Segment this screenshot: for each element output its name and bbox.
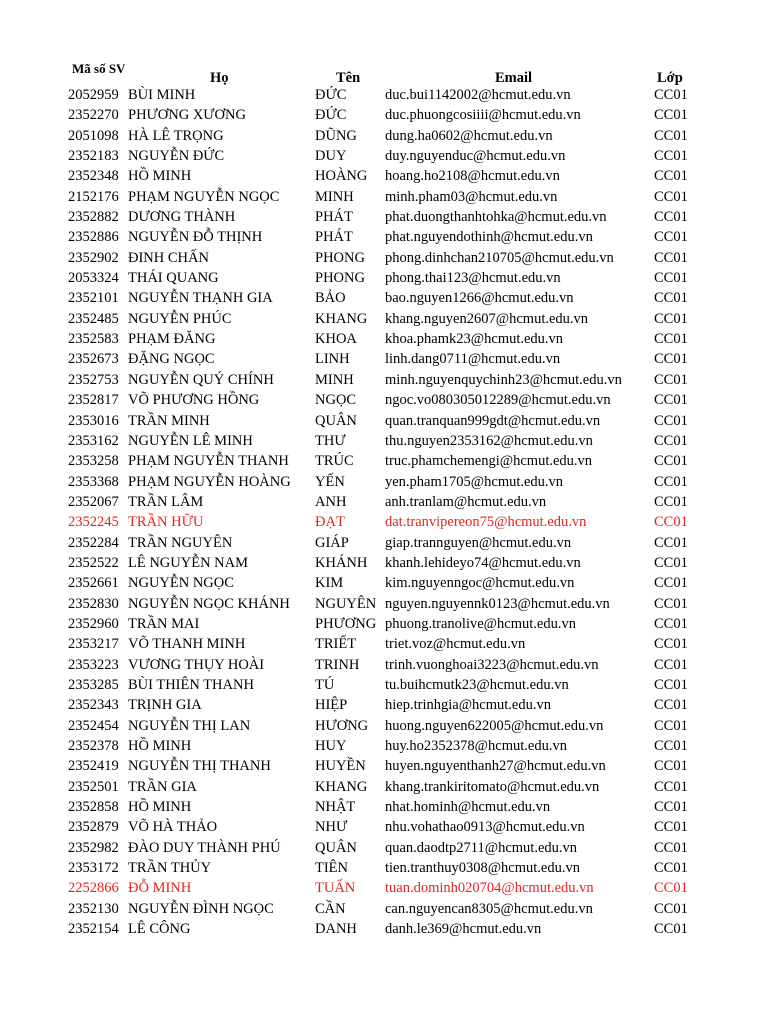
student-id-cell: 2352583 bbox=[68, 331, 119, 348]
email-cell: phat.nguyendothinh@hcmut.edu.vn bbox=[385, 229, 593, 246]
first-name-cell: ANH bbox=[315, 493, 347, 510]
class-cell: CC01 bbox=[654, 87, 688, 103]
last-name-cell: TRẦN MAI bbox=[128, 615, 200, 632]
table-row bbox=[0, 716, 768, 736]
email-cell: khang.trankiritomato@hcmut.edu.vn bbox=[385, 778, 600, 795]
email-cell: truc.phamchemengi@hcmut.edu.vn bbox=[385, 453, 593, 470]
class-cell: CC01 bbox=[654, 229, 688, 246]
class-cell: CC01 bbox=[654, 738, 688, 754]
first-name-cell: NGỌC bbox=[315, 392, 357, 409]
table-row bbox=[0, 594, 768, 614]
student-id-cell: 2352673 bbox=[68, 351, 119, 368]
email-cell: duc.bui1142002@hcmut.edu.vn bbox=[385, 87, 571, 103]
student-id-cell: 2053324 bbox=[68, 270, 119, 287]
email-cell: nguyen.nguyennk0123@hcmut.edu.vn bbox=[385, 595, 610, 612]
header-student-id: Mã số SV bbox=[72, 61, 126, 76]
class-cell: CC01 bbox=[654, 799, 688, 816]
table-row bbox=[0, 533, 768, 553]
first-name-cell: KHÁNH bbox=[315, 554, 368, 571]
class-cell: CC01 bbox=[654, 331, 688, 348]
first-name-cell: ĐỨC bbox=[315, 107, 347, 124]
email-cell: khanh.lehideyo74@hcmut.edu.vn bbox=[385, 554, 581, 571]
student-id-cell: 2352960 bbox=[68, 615, 119, 632]
student-id-cell: 2353368 bbox=[68, 473, 119, 490]
class-cell: CC01 bbox=[654, 188, 688, 205]
last-name-cell: NGUYỄN THỊ THANH bbox=[128, 758, 271, 775]
header-class: Lớp bbox=[657, 70, 683, 86]
first-name-cell: MINH bbox=[315, 371, 354, 388]
student-id-cell: 2352858 bbox=[68, 799, 119, 816]
student-id-cell: 2353223 bbox=[68, 656, 119, 673]
email-cell: duy.nguyenduc@hcmut.edu.vn bbox=[385, 148, 566, 165]
student-id-cell: 2352245 bbox=[68, 514, 119, 531]
first-name-cell: PHONG bbox=[315, 249, 365, 266]
student-id-cell: 2352183 bbox=[68, 148, 119, 165]
student-id-cell: 2352902 bbox=[68, 249, 119, 266]
class-cell: CC01 bbox=[654, 575, 688, 592]
header-last-name: Họ bbox=[210, 70, 229, 86]
first-name-cell: NGUYÊN bbox=[315, 595, 377, 612]
class-cell: CC01 bbox=[654, 249, 688, 266]
table-row bbox=[0, 878, 768, 898]
student-id-cell: 2352348 bbox=[68, 168, 119, 185]
first-name-cell: HOÀNG bbox=[315, 168, 368, 185]
email-cell: anh.tranlam@hcmut.edu.vn bbox=[385, 493, 547, 510]
last-name-cell: TRẦN MINH bbox=[128, 412, 210, 429]
first-name-cell: PHONG bbox=[315, 270, 365, 287]
student-id-cell: 2353172 bbox=[68, 860, 119, 877]
email-cell: tu.buihcmutk23@hcmut.edu.vn bbox=[385, 676, 569, 693]
student-id-cell: 2352882 bbox=[68, 209, 119, 226]
student-id-cell: 2352067 bbox=[68, 493, 119, 510]
email-cell: minh.pham03@hcmut.edu.vn bbox=[385, 188, 558, 205]
first-name-cell: DŨNG bbox=[315, 127, 357, 144]
email-cell: phong.thai123@hcmut.edu.vn bbox=[385, 270, 561, 287]
class-cell: CC01 bbox=[654, 819, 688, 836]
class-cell: CC01 bbox=[654, 676, 688, 693]
class-cell: CC01 bbox=[654, 168, 688, 185]
first-name-cell: ĐỨC bbox=[315, 87, 347, 103]
table-row bbox=[0, 756, 768, 776]
class-cell: CC01 bbox=[654, 514, 688, 531]
first-name-cell: TRÚC bbox=[315, 453, 354, 470]
last-name-cell: PHẠM NGUYỄN THANH bbox=[128, 453, 289, 470]
email-cell: can.nguyencan8305@hcmut.edu.vn bbox=[385, 900, 593, 917]
first-name-cell: TRINH bbox=[315, 656, 360, 673]
email-cell: dung.ha0602@hcmut.edu.vn bbox=[385, 127, 553, 144]
first-name-cell: LINH bbox=[315, 351, 350, 368]
email-cell: trinh.vuonghoai3223@hcmut.edu.vn bbox=[385, 656, 599, 673]
email-cell: phat.duongthanhtohka@hcmut.edu.vn bbox=[385, 209, 607, 226]
email-cell: tien.tranthuy0308@hcmut.edu.vn bbox=[385, 860, 580, 877]
student-id-cell: 2353016 bbox=[68, 412, 119, 429]
student-id-cell: 2352501 bbox=[68, 778, 119, 795]
last-name-cell: TRẦN HỮU bbox=[128, 514, 204, 531]
table-row bbox=[0, 288, 768, 308]
last-name-cell: PHẠM ĐĂNG bbox=[128, 331, 216, 348]
student-id-cell: 2352343 bbox=[68, 697, 119, 714]
class-cell: CC01 bbox=[654, 351, 688, 368]
email-cell: giap.trannguyen@hcmut.edu.vn bbox=[385, 534, 572, 551]
last-name-cell: NGUYỄN NGỌC bbox=[128, 575, 234, 592]
first-name-cell: PHÁT bbox=[315, 209, 353, 226]
last-name-cell: BÙI MINH bbox=[128, 87, 196, 103]
student-id-cell: 2352886 bbox=[68, 229, 119, 246]
student-id-cell: 2352830 bbox=[68, 595, 119, 612]
class-cell: CC01 bbox=[654, 290, 688, 307]
first-name-cell: NHẬT bbox=[315, 799, 356, 816]
last-name-cell: TRẦN GIA bbox=[128, 778, 197, 795]
email-cell: khoa.phamk23@hcmut.edu.vn bbox=[385, 331, 564, 348]
first-name-cell: MINH bbox=[315, 188, 354, 205]
header-email: Email bbox=[495, 70, 533, 86]
first-name-cell: QUÂN bbox=[315, 839, 357, 856]
table-row bbox=[0, 105, 768, 125]
class-cell: CC01 bbox=[654, 697, 688, 714]
student-id-cell: 2353217 bbox=[68, 636, 119, 653]
email-cell: phuong.tranolive@hcmut.edu.vn bbox=[385, 615, 576, 632]
student-id-cell: 2352378 bbox=[68, 738, 119, 754]
table-row bbox=[0, 431, 768, 451]
email-cell: triet.voz@hcmut.edu.vn bbox=[385, 636, 526, 653]
table-row bbox=[0, 227, 768, 247]
table-row bbox=[0, 370, 768, 390]
last-name-cell: NGUYỄN ĐỖ THỊNH bbox=[128, 229, 263, 246]
email-cell: phong.dinhchan210705@hcmut.edu.vn bbox=[385, 249, 614, 266]
last-name-cell: VƯƠNG THỤY HOÀI bbox=[128, 656, 265, 673]
last-name-cell: ĐINH CHẤN bbox=[128, 249, 209, 266]
student-id-cell: 2352753 bbox=[68, 371, 119, 388]
first-name-cell: QUÂN bbox=[315, 412, 357, 429]
last-name-cell: BÙI THIÊN THANH bbox=[128, 676, 254, 693]
class-cell: CC01 bbox=[654, 778, 688, 795]
table-row bbox=[0, 390, 768, 410]
class-cell: CC01 bbox=[654, 921, 688, 938]
email-cell: bao.nguyen1266@hcmut.edu.vn bbox=[385, 290, 574, 307]
class-cell: CC01 bbox=[654, 758, 688, 775]
table-row bbox=[0, 634, 768, 654]
class-cell: CC01 bbox=[654, 209, 688, 226]
table-row bbox=[0, 268, 768, 288]
email-cell: hiep.trinhgia@hcmut.edu.vn bbox=[385, 697, 551, 714]
class-cell: CC01 bbox=[654, 107, 688, 124]
first-name-cell: DANH bbox=[315, 921, 357, 938]
first-name-cell: TÚ bbox=[315, 676, 335, 693]
student-id-cell: 2352485 bbox=[68, 310, 119, 327]
table-row bbox=[0, 187, 768, 207]
table-row bbox=[0, 411, 768, 431]
table-row bbox=[0, 492, 768, 512]
email-cell: danh.le369@hcmut.edu.vn bbox=[385, 921, 542, 938]
first-name-cell: TRIẾT bbox=[315, 636, 357, 653]
last-name-cell: DƯƠNG THÀNH bbox=[128, 209, 236, 226]
table-row bbox=[0, 838, 768, 858]
first-name-cell: KIM bbox=[315, 575, 344, 592]
table-row bbox=[0, 919, 768, 939]
class-cell: CC01 bbox=[654, 270, 688, 287]
last-name-cell: NGUYỄN QUÝ CHÍNH bbox=[128, 371, 274, 388]
email-cell: huy.ho2352378@hcmut.edu.vn bbox=[385, 738, 567, 754]
first-name-cell: DUY bbox=[315, 148, 347, 165]
last-name-cell: VÕ HÀ THẢO bbox=[128, 819, 218, 836]
student-id-cell: 2352879 bbox=[68, 819, 119, 836]
class-cell: CC01 bbox=[654, 432, 688, 449]
class-cell: CC01 bbox=[654, 656, 688, 673]
table-row bbox=[0, 695, 768, 715]
last-name-cell: NGUYỄN LÊ MINH bbox=[128, 432, 253, 449]
last-name-cell: VÕ THANH MINH bbox=[128, 636, 246, 653]
student-id-cell: 2352154 bbox=[68, 921, 119, 938]
first-name-cell: KHOA bbox=[315, 331, 357, 348]
email-cell: khang.nguyen2607@hcmut.edu.vn bbox=[385, 310, 589, 327]
first-name-cell: PHÁT bbox=[315, 229, 353, 246]
last-name-cell: NGUYỄN ĐỨC bbox=[128, 148, 225, 165]
last-name-cell: NGUYỄN THỊ LAN bbox=[128, 717, 251, 734]
last-name-cell: HỒ MINH bbox=[128, 738, 192, 754]
table-row bbox=[0, 85, 768, 105]
student-id-cell: 2353258 bbox=[68, 453, 119, 470]
email-cell: yen.pham1705@hcmut.edu.vn bbox=[385, 473, 564, 490]
table-row bbox=[0, 797, 768, 817]
student-id-cell: 2052959 bbox=[68, 87, 119, 103]
last-name-cell: LÊ NGUYỄN NAM bbox=[128, 554, 249, 571]
email-cell: nhu.vohathao0913@hcmut.edu.vn bbox=[385, 819, 585, 836]
email-cell: quan.tranquan999gdt@hcmut.edu.vn bbox=[385, 412, 601, 429]
class-cell: CC01 bbox=[654, 371, 688, 388]
first-name-cell: THƯ bbox=[315, 432, 346, 449]
first-name-cell: NHƯ bbox=[315, 819, 348, 836]
table-row bbox=[0, 553, 768, 573]
class-cell: CC01 bbox=[654, 127, 688, 144]
last-name-cell: PHƯƠNG XƯƠNG bbox=[128, 107, 246, 124]
student-id-cell: 2352284 bbox=[68, 534, 119, 551]
last-name-cell: LÊ CÔNG bbox=[128, 921, 191, 938]
class-cell: CC01 bbox=[654, 860, 688, 877]
class-cell: CC01 bbox=[654, 493, 688, 510]
email-cell: ngoc.vo080305012289@hcmut.edu.vn bbox=[385, 392, 611, 409]
student-id-cell: 2352419 bbox=[68, 758, 119, 775]
table-row bbox=[0, 166, 768, 186]
class-cell: CC01 bbox=[654, 148, 688, 165]
table-row bbox=[0, 817, 768, 837]
last-name-cell: HỒ MINH bbox=[128, 168, 192, 185]
last-name-cell: NGUYỄN ĐÌNH NGỌC bbox=[128, 900, 274, 917]
table-row bbox=[0, 899, 768, 919]
table-row bbox=[0, 309, 768, 329]
student-id-cell: 2051098 bbox=[68, 127, 119, 144]
email-cell: tuan.dominh020704@hcmut.edu.vn bbox=[385, 880, 594, 897]
table-row bbox=[0, 736, 768, 756]
class-cell: CC01 bbox=[654, 595, 688, 612]
first-name-cell: TUẤN bbox=[315, 880, 356, 897]
table-row bbox=[0, 614, 768, 634]
first-name-cell: ĐẠT bbox=[315, 514, 345, 531]
class-cell: CC01 bbox=[654, 839, 688, 856]
last-name-cell: TRỊNH GIA bbox=[128, 697, 202, 714]
class-cell: CC01 bbox=[654, 453, 688, 470]
email-cell: hoang.ho2108@hcmut.edu.vn bbox=[385, 168, 560, 185]
table-row bbox=[0, 146, 768, 166]
email-cell: nhat.hominh@hcmut.edu.vn bbox=[385, 799, 551, 816]
last-name-cell: NGUYỄN THẠNH GIA bbox=[128, 290, 273, 307]
student-id-cell: 2352817 bbox=[68, 392, 119, 409]
table-row bbox=[0, 512, 768, 532]
student-id-cell: 2352661 bbox=[68, 575, 119, 592]
email-cell: dat.tranvipereon75@hcmut.edu.vn bbox=[385, 514, 587, 531]
table-row bbox=[0, 573, 768, 593]
table-row bbox=[0, 777, 768, 797]
class-cell: CC01 bbox=[654, 473, 688, 490]
last-name-cell: ĐẶNG NGỌC bbox=[128, 351, 215, 368]
class-cell: CC01 bbox=[654, 900, 688, 917]
email-cell: linh.dang0711@hcmut.edu.vn bbox=[385, 351, 561, 368]
table-row bbox=[0, 675, 768, 695]
class-cell: CC01 bbox=[654, 310, 688, 327]
table-row bbox=[0, 126, 768, 146]
first-name-cell: BẢO bbox=[315, 290, 346, 307]
header-first-name: Tên bbox=[336, 70, 361, 86]
student-id-cell: 2352270 bbox=[68, 107, 119, 124]
last-name-cell: TRẦN NGUYÊN bbox=[128, 534, 233, 551]
last-name-cell: NGUYỄN NGỌC KHÁNH bbox=[128, 595, 290, 612]
last-name-cell: HÀ LÊ TRỌNG bbox=[128, 127, 224, 144]
first-name-cell: HƯƠNG bbox=[315, 717, 369, 734]
table-body bbox=[0, 85, 768, 939]
last-name-cell: TRẦN THỦY bbox=[128, 860, 212, 877]
last-name-cell: ĐÀO DUY THÀNH PHÚ bbox=[128, 839, 281, 856]
first-name-cell: TIÊN bbox=[315, 860, 349, 877]
student-id-cell: 2352130 bbox=[68, 900, 119, 917]
last-name-cell: HỒ MINH bbox=[128, 799, 192, 816]
last-name-cell: NGUYỄN PHÚC bbox=[128, 310, 232, 327]
class-cell: CC01 bbox=[654, 615, 688, 632]
class-cell: CC01 bbox=[654, 412, 688, 429]
table-row bbox=[0, 349, 768, 369]
first-name-cell: CẦN bbox=[315, 900, 346, 917]
email-cell: huyen.nguyenthanh27@hcmut.edu.vn bbox=[385, 758, 606, 775]
class-cell: CC01 bbox=[654, 392, 688, 409]
first-name-cell: HUY bbox=[315, 738, 347, 754]
last-name-cell: ĐỖ MINH bbox=[128, 880, 192, 897]
first-name-cell: HUYỀN bbox=[315, 758, 366, 775]
email-cell: kim.nguyenngoc@hcmut.edu.vn bbox=[385, 575, 575, 592]
email-cell: minh.nguyenquychinh23@hcmut.edu.vn bbox=[385, 371, 622, 388]
first-name-cell: KHANG bbox=[315, 778, 368, 795]
student-id-cell: 2353285 bbox=[68, 676, 119, 693]
last-name-cell: THÁI QUANG bbox=[128, 270, 219, 287]
student-id-cell: 2352982 bbox=[68, 839, 119, 856]
student-id-cell: 2152176 bbox=[68, 188, 119, 205]
last-name-cell: PHẠM NGUYỄN NGỌC bbox=[128, 188, 280, 205]
email-cell: huong.nguyen622005@hcmut.edu.vn bbox=[385, 717, 604, 734]
table-row bbox=[0, 655, 768, 675]
class-cell: CC01 bbox=[654, 880, 688, 897]
first-name-cell: PHƯƠNG bbox=[315, 615, 377, 632]
last-name-cell: PHẠM NGUYỄN HOÀNG bbox=[128, 473, 291, 490]
table-row bbox=[0, 472, 768, 492]
table-row bbox=[0, 858, 768, 878]
first-name-cell: HIỆP bbox=[315, 697, 348, 714]
class-cell: CC01 bbox=[654, 636, 688, 653]
class-cell: CC01 bbox=[654, 554, 688, 571]
student-id-cell: 2352522 bbox=[68, 554, 119, 571]
email-cell: thu.nguyen2353162@hcmut.edu.vn bbox=[385, 432, 593, 449]
first-name-cell: GIÁP bbox=[315, 534, 349, 551]
last-name-cell: VÕ PHƯƠNG HỒNG bbox=[128, 392, 260, 409]
student-id-cell: 2353162 bbox=[68, 432, 119, 449]
email-cell: quan.daodtp2711@hcmut.edu.vn bbox=[385, 839, 578, 856]
student-id-cell: 2352454 bbox=[68, 717, 119, 734]
student-id-cell: 2252866 bbox=[68, 880, 119, 897]
last-name-cell: TRẦN LÂM bbox=[128, 493, 204, 510]
table-row bbox=[0, 207, 768, 227]
class-cell: CC01 bbox=[654, 534, 688, 551]
class-cell: CC01 bbox=[654, 717, 688, 734]
first-name-cell: YẾN bbox=[315, 473, 345, 490]
table-row bbox=[0, 451, 768, 471]
table-row bbox=[0, 248, 768, 268]
student-id-cell: 2352101 bbox=[68, 290, 119, 307]
first-name-cell: KHANG bbox=[315, 310, 368, 327]
table-row bbox=[0, 329, 768, 349]
email-cell: duc.phuongcosiiii@hcmut.edu.vn bbox=[385, 107, 581, 124]
